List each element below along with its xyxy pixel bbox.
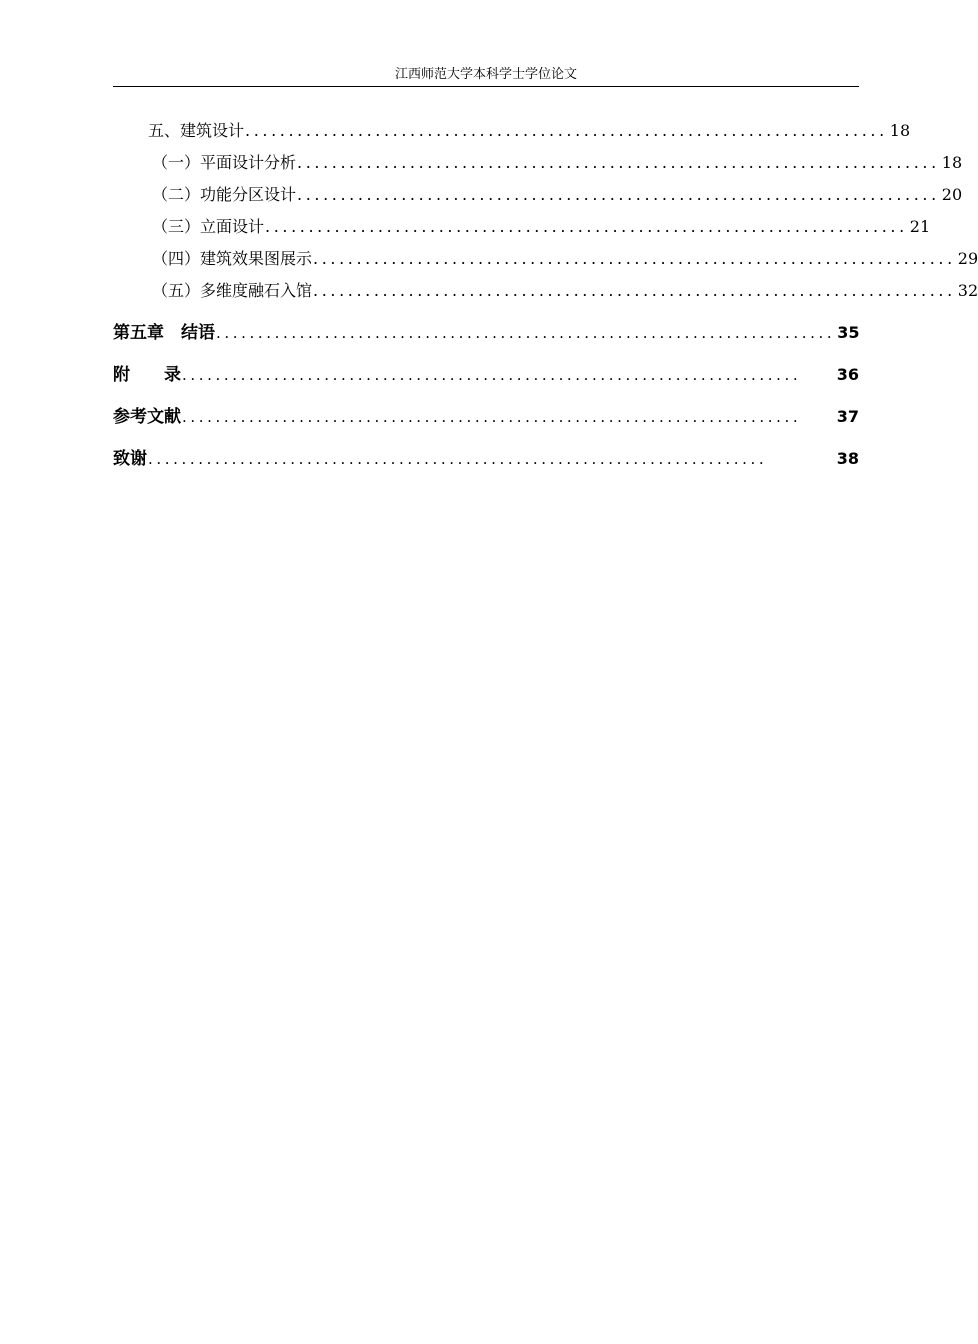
toc-entry-appendix[interactable] xyxy=(113,362,859,388)
toc-leader-dots: .......................................................................... xyxy=(265,217,908,236)
toc-entry-label: （四）建筑效果图展示 xyxy=(152,249,313,268)
toc-entry-label: 五、建筑设计 xyxy=(148,121,245,140)
toc-leader-dots: .......................................................................... xyxy=(182,408,802,426)
toc-entry-chapter-5[interactable] xyxy=(113,320,859,346)
toc-entry-label: （五）多维度融石入馆 xyxy=(152,281,313,300)
toc-leader-dots: .......................................................................... xyxy=(245,121,888,140)
toc-page-number: 38 xyxy=(836,449,859,468)
toc-page-number: 36 xyxy=(836,365,859,384)
toc-page-number: 20 xyxy=(941,185,963,204)
toc-entry-subsection-1[interactable] xyxy=(152,151,963,175)
toc-entry-section-5[interactable] xyxy=(148,119,911,143)
toc-page-number: 35 xyxy=(837,323,860,342)
toc-entry-label: （三）立面设计 xyxy=(152,217,265,236)
toc-leader-dots: .......................................................................... xyxy=(216,324,836,342)
toc-leader-dots: .......................................................................... xyxy=(297,185,940,204)
toc-entry-label: 第五章 结语 xyxy=(113,323,215,343)
toc-page-number: 37 xyxy=(836,407,859,426)
toc-entry-label: （一）平面设计分析 xyxy=(152,153,297,172)
toc-entry-label: 参考文献 xyxy=(113,407,181,427)
toc-entry-acknowledgements[interactable] xyxy=(113,446,859,472)
toc-entry-subsection-2[interactable] xyxy=(152,183,963,207)
toc-page-number: 18 xyxy=(889,121,911,140)
toc-leader-dots: .......................................................................... xyxy=(313,281,956,300)
toc-page-number: 32 xyxy=(957,281,978,300)
running-header: 江西师范大学本科学士学位论文 xyxy=(394,67,577,82)
toc-page-number: 21 xyxy=(909,217,931,236)
toc-entry-subsection-5[interactable] xyxy=(152,279,978,303)
toc-entry-label: （二）功能分区设计 xyxy=(152,185,297,204)
toc-entry-label: 致谢 xyxy=(113,449,147,469)
toc-leader-dots: .......................................................................... xyxy=(297,153,940,172)
toc-leader-dots: .......................................................................... xyxy=(182,366,802,384)
toc-leader-dots: .......................................................................... xyxy=(148,450,768,468)
toc-entry-label: 附 录 xyxy=(113,365,181,385)
toc-page-number: 18 xyxy=(941,153,963,172)
toc-page-number: 29 xyxy=(957,249,978,268)
header-rule xyxy=(113,86,859,87)
toc-entry-subsection-3[interactable] xyxy=(152,215,931,239)
toc-leader-dots: .......................................................................... xyxy=(313,249,956,268)
toc-entry-references[interactable] xyxy=(113,404,859,430)
toc-entry-subsection-4[interactable] xyxy=(152,247,978,271)
